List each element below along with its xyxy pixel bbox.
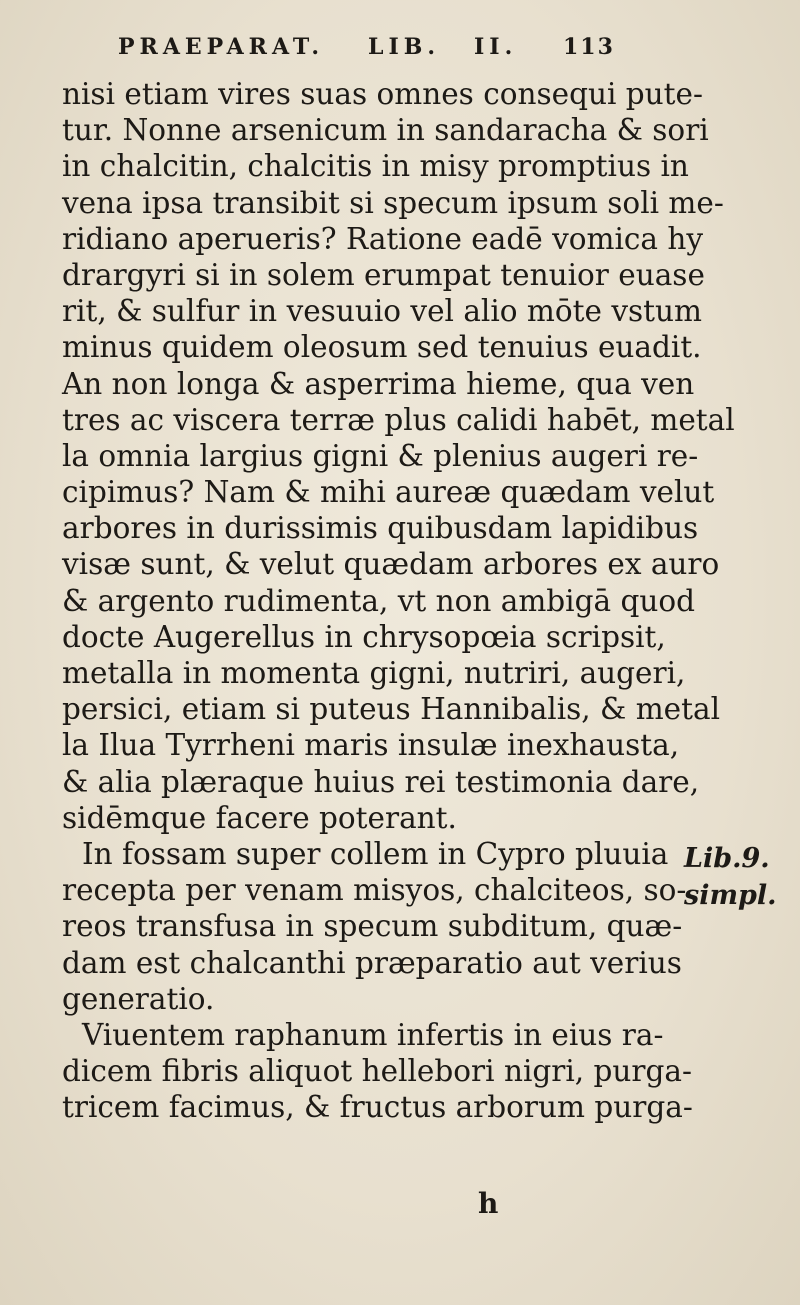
text-line: tricem facimus, & fructus arborum purga- [62,1090,693,1125]
margin-note: simpl. [684,880,777,911]
text-line: recepta per venam misyos, chalciteos, so- [62,873,687,908]
text-line: tres ac viscera terræ plus calidi habēt, metal [62,402,735,437]
text-line: nisi etiam vires suas omnes consequi pute- [62,77,703,111]
text-line: dam est chalcanthi præparatio aut verius [62,945,682,980]
text-line: cipimus? Nam & mihi aureæ quædam velut [62,475,715,510]
text-line: la omnia largius gigni & plenius augeri re- [62,438,699,473]
running-head-book-number: II. [474,34,518,60]
margin-note: Lib.9. [684,843,770,874]
text-line: rit, & sulfur in vesuuio vel alio mōte vstum [62,294,702,329]
running-head-book: LIB. [368,34,441,60]
text-line: in chalcitin, chalcitis in misy promptius in [62,149,689,184]
text-line: ridiano aperueris? Ratione eadē vomica hy [62,221,704,256]
text-line: docte Augerellus in chrysopœia scripsit, [62,619,666,654]
text-line: arbores in durissimis quibusdam lapidibus [62,511,699,546]
text-line: An non longa & asperrima hieme, qua ven [62,366,695,401]
running-head-title: PRAEPARAT. [118,34,325,60]
text-line: tur. Nonne arsenicum in sandaracha & sori [62,113,709,148]
running-head [118,34,678,74]
text-line: sidēmque facere poterant. [62,800,457,835]
text-line: dicem fibris aliquot hellebori nigri, purga- [62,1054,692,1089]
text-line: drargyri si in solem erumpat tenuior euase [62,257,705,292]
signature-mark: h [478,1187,499,1220]
text-line: & argento rudimenta, vt non ambigā quod [62,583,695,618]
text-line: generatio. [62,981,215,1016]
text-line: & alia plæraque huius rei testimonia dare, [62,764,700,799]
text-line: persici, etiam si puteus Hannibalis, & metal [62,692,721,727]
text-line: reos transfusa in specum subditum, quæ- [62,909,683,944]
text-line: visæ sunt, & velut quædam arbores ex auro [62,547,720,582]
text-line: la Ilua Tyrrheni maris insulæ inexhausta, [62,728,680,763]
paragraph-start-line: Viuentem raphanum infertis in eius ra- [82,1017,664,1052]
text-line: vena ipsa transibit si specum ipsum soli me- [62,185,724,220]
text-line: metalla in momenta gigni, nutriri, augeri, [62,656,686,690]
text-line: minus quidem oleosum sed tenuius euadit. [62,330,702,365]
page-number: 113 [563,34,615,60]
paragraph-start-line: In fossam super collem in Cypro pluuia [82,836,669,871]
